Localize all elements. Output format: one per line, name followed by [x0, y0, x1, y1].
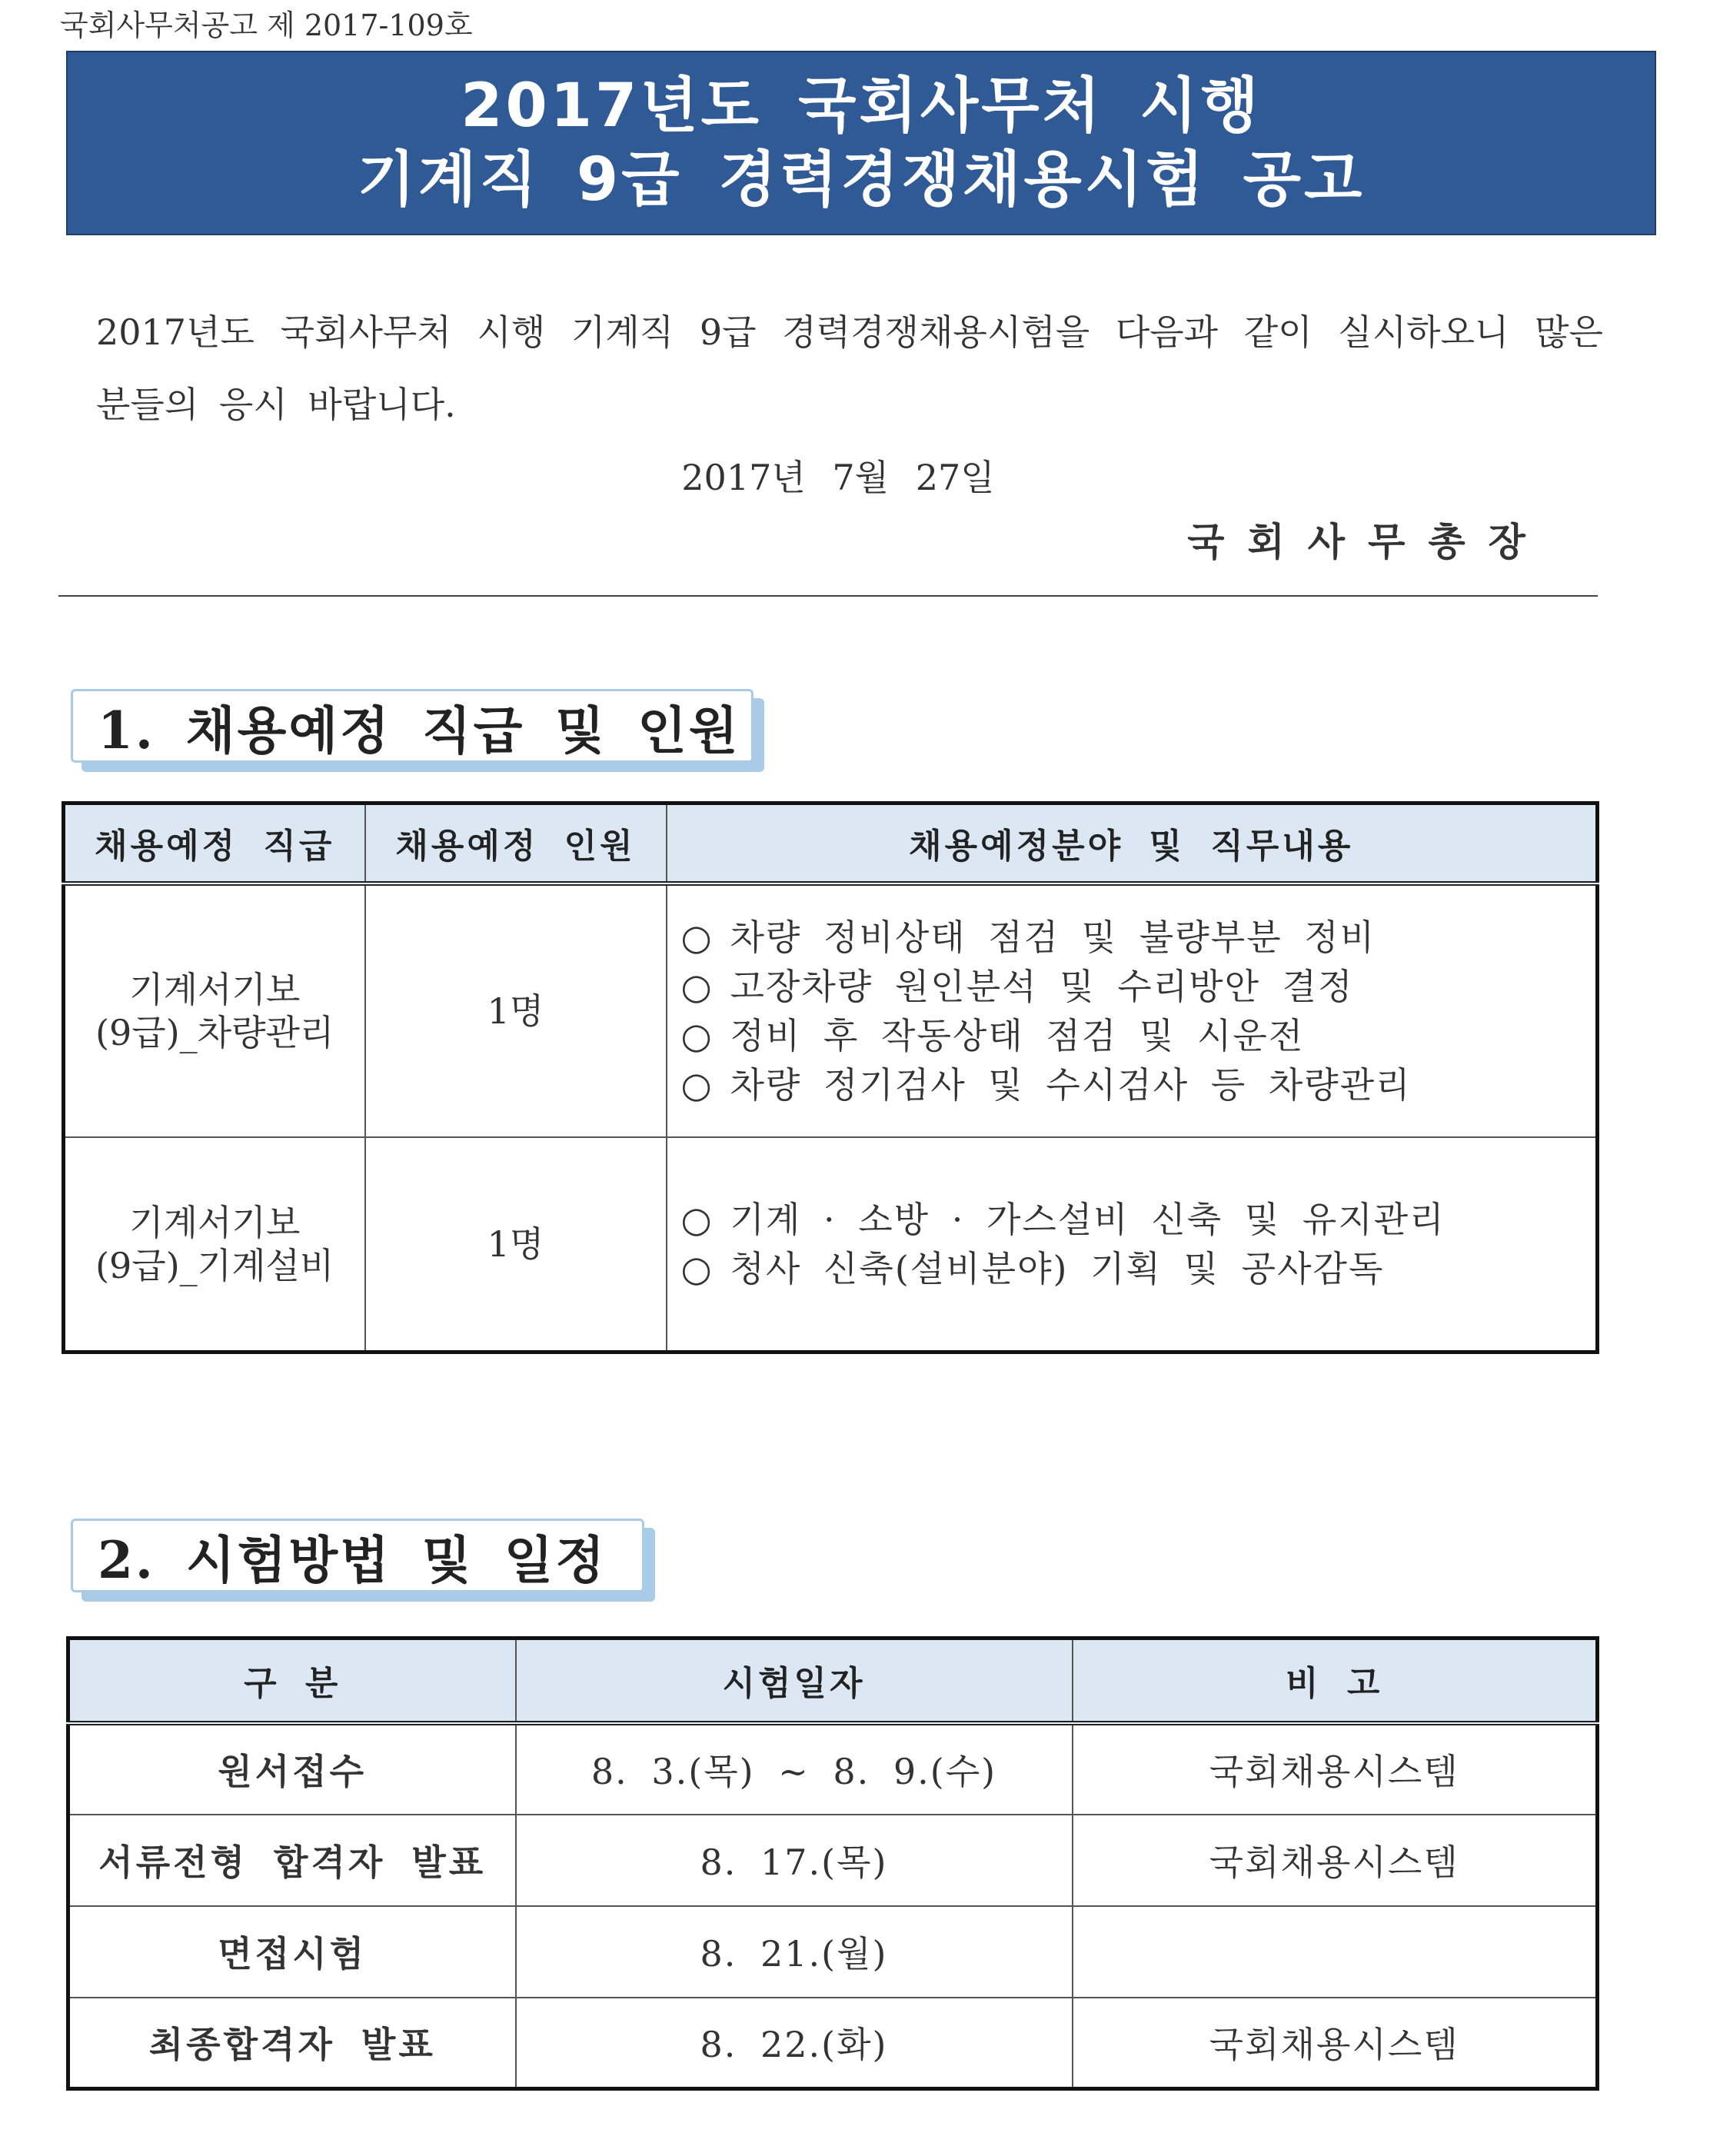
count-cell: 1명	[365, 883, 667, 1137]
duty-item: ○ 청사 신축(설비분야) 기획 및 공사감독	[681, 1244, 1596, 1293]
grade-title: 기계서기보	[129, 968, 301, 1010]
positions-table	[62, 801, 1599, 1354]
section-1-heading: 1. 채용예정 직급 및 인원	[71, 689, 754, 763]
stage-cell: 서류전형 합격자 발표	[68, 1815, 516, 1906]
table-row	[68, 1906, 1598, 1998]
divider-line	[58, 595, 1598, 597]
schedule-table	[66, 1636, 1599, 2091]
duty-item: ○ 기계 · 소방 · 가스설비 신축 및 유지관리	[681, 1195, 1596, 1244]
title-banner	[66, 51, 1656, 235]
note-cell	[1073, 1906, 1598, 1998]
note-cell: 국회채용시스템	[1073, 1998, 1598, 2089]
table-row	[68, 1815, 1598, 1906]
duty-item: ○ 정비 후 작동상태 점검 및 시운전	[681, 1011, 1596, 1060]
date-cell: 8. 21.(월)	[516, 1906, 1073, 1998]
notice-number: 국회사무처공고 제 2017-109호	[60, 8, 473, 42]
column-header-stage: 구 분	[68, 1639, 516, 1723]
section-2-heading: 2. 시험방법 및 일정	[71, 1519, 644, 1592]
table-row	[68, 1723, 1598, 1815]
grade-cell	[64, 1137, 365, 1352]
intro-paragraph: 2017년도 국회사무처 시행 기계직 9급 경력경쟁채용시험을 다음과 같이 실시하오니 많은 분들의 응시 바랍니다.	[96, 311, 1603, 425]
duties-cell	[667, 1137, 1598, 1352]
grade-cell	[64, 883, 365, 1137]
column-header-grade: 채용예정 직급	[64, 804, 365, 883]
stage-cell: 최종합격자 발표	[68, 1998, 516, 2089]
duty-item: ○ 고장차량 원인분석 및 수리방안 결정	[681, 962, 1596, 1011]
title-line-2: 기계직 9급 경력경쟁채용시험 공고	[357, 145, 1366, 215]
stage-cell: 원서접수	[68, 1723, 516, 1815]
date-cell: 8. 3.(목) ~ 8. 9.(수)	[516, 1723, 1073, 1815]
date-cell: 8. 17.(목)	[516, 1815, 1073, 1906]
column-header-duties: 채용예정분야 및 직무내용	[667, 804, 1598, 883]
table-header-row	[68, 1639, 1598, 1723]
count-cell: 1명	[365, 1137, 667, 1352]
table-header-row	[64, 804, 1598, 883]
date-cell: 8. 22.(화)	[516, 1998, 1073, 2089]
duty-item: ○ 차량 정비상태 점검 및 불량부분 정비	[681, 913, 1596, 962]
column-header-note: 비 고	[1073, 1639, 1598, 1723]
table-row	[68, 1998, 1598, 2089]
table-row	[64, 1137, 1598, 1352]
signer: 국회사무총장	[1187, 519, 1549, 564]
duty-item: ○ 차량 정기검사 및 수시검사 등 차량관리	[681, 1060, 1596, 1110]
grade-field: (9급)_차량관리	[95, 1011, 334, 1053]
grade-title: 기계서기보	[129, 1201, 301, 1243]
grade-field: (9급)_기계설비	[95, 1244, 334, 1286]
announcement-date: 2017년 7월 27일	[681, 457, 995, 498]
column-header-count: 채용예정 인원	[365, 804, 667, 883]
column-header-date: 시험일자	[516, 1639, 1073, 1723]
note-cell: 국회채용시스템	[1073, 1815, 1598, 1906]
duties-cell	[667, 883, 1598, 1137]
title-line-1: 2017년도 국회사무처 시행	[461, 72, 1262, 141]
note-cell: 국회채용시스템	[1073, 1723, 1598, 1815]
stage-cell: 면접시험	[68, 1906, 516, 1998]
table-row	[64, 883, 1598, 1137]
